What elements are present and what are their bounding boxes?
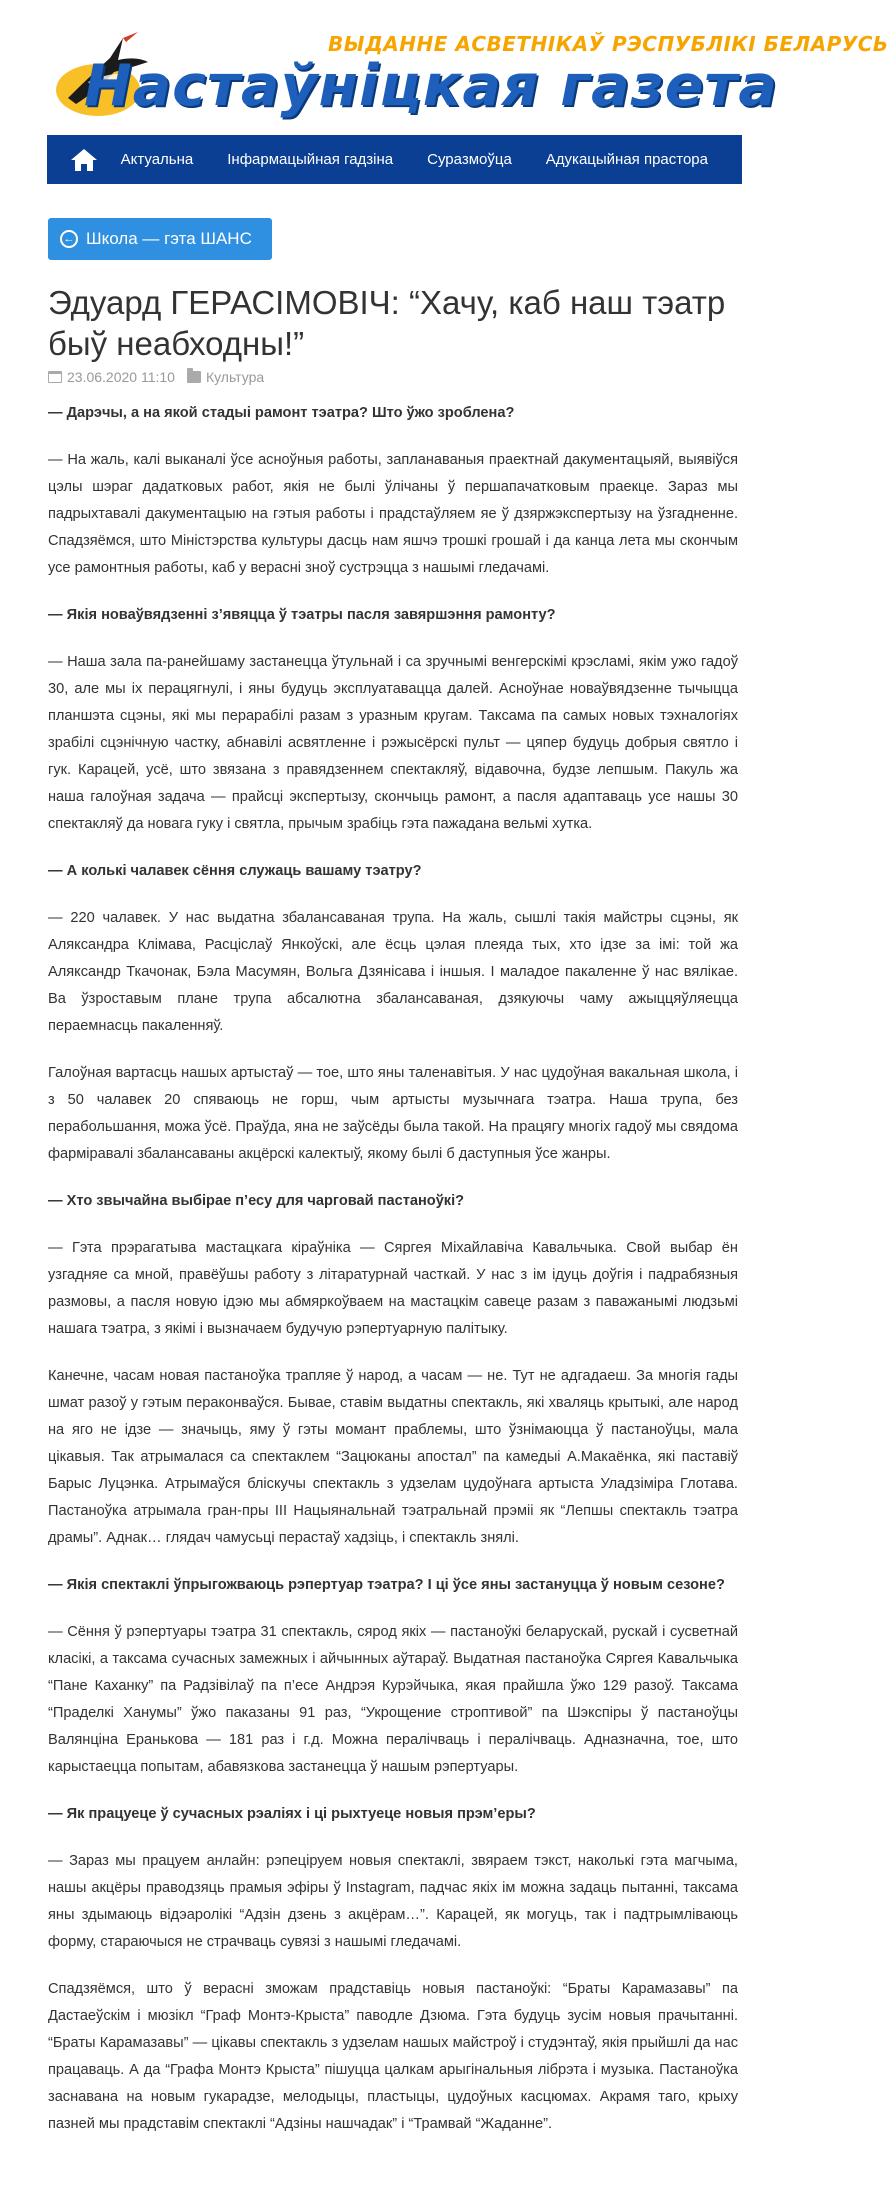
article-paragraph: Канечне, часам новая пастаноўка трапляе ў народ, а часам — не. Тут не адгадаеш. За многія гады шмат разоў у гэтым пераконваўся. Бывае, ставім выдатны спектакль, які хваляць крытыкі, але народ на яго не ідзе — значыць, яму ў гэты момант праблемы, што ўзнімаюцца ў пастаноўцы, мала цікавыя. Так атрымалася са спектаклем “Зацюканы апостал” па камедыі А.Макаёнка, які паставіў Барыс Луцэнка. Атрымаўся бліскучы спектакль з удзелам цудоўнага артыста Уладзіміра Глотава. Пастаноўка атрымала гран-пры ІІІ Нацыянальнай тэатральнай прэміі як “Лепшы спектакль тэатра драмы”. Аднак… глядач чамусьці перастаў хадзіць, і спектакль знялі. [48, 1368, 738, 1546]
logo-title: Настаўніцкая газета [84, 53, 778, 119]
article-paragraph: Галоўная вартасць нашых артыстаў — тое, што яны таленавітыя. У нас цудоўная вакальная школа, і з 50 чалавек 20 спяваюць не горш, чым артысты музычнага тэатра. Наша трупа, без перабольшання, можа ўсё. Праўда, яна не заўсёды была такой. На працягу многіх гадоў мы свядома фарміравалі збалансаваны акцёрскі калектыў, якому былі б даступныя ўсе жанры. [48, 1065, 738, 1162]
site-header [0, 0, 889, 135]
nav-item-surazmouca[interactable]: Суразмоўца [427, 151, 512, 168]
interview-question: — Дарэчы, а на якой стадыі рамонт тэатра? Што ўжо зроблена? [48, 405, 515, 421]
nav-item-informatsyinaya-gadzina[interactable]: Інфармацыйная гадзіна [227, 151, 394, 168]
home-icon [70, 148, 98, 172]
article-paragraph: Спадзяёмся, што ў верасні зможам прадставіць новыя пастаноўкі: “Браты Карамазавы” па Дастаеўскім і мюзікл “Граф Монтэ-Крыста” паводле Дзюма. Гэта будуць зусім новыя прачытанні. “Браты Карамазавы” — цікавы спектакль з удзелам нашых майстроў і студэнтаў, якія прыйшлі да нас працаваць. А да “Графа Монтэ Крыста” пішуцца цалкам арыгінальныя лібрэта і музыка. Пастаноўка заснавана на новым гукарадзе, мелодыцы, пластыцы, цудоўных касцюмах. Акрамя таго, крыху пазней мы прадставім спектаклі “Адзіны нашчадак” і “Трамвай “Жаданне”. [48, 1981, 738, 2132]
article-title: Эдуард ГЕРАСІМОВІЧ: “Хачу, каб наш тэатр быў неабходны!” [48, 284, 726, 362]
article-meta [48, 368, 264, 386]
article-paragraph: — На жаль, калі выканалі ўсе асноўныя работы, запланаваныя праектнай дакументацыяй, выявіўся цэлы шэраг дадатковых работ, якія не былі ўлічаны ў першапачатковым праекце. Зараз мы падрыхтавалі дакументацыю на гэтыя работы і прадстаўляем яе ў дзяржэкспертызу на ўзгадненне. Спадзяёмся, што Міністэрства культуры дасць нам яшчэ трошкі грошай і да канца лета мы скончым усе рамонтныя работы, каб у верасні зноў сустрэцца з нашымі гледачамі. [48, 452, 738, 576]
nav-item-adukatsyinaya-prastora[interactable]: Адукацыйная прастора [545, 151, 708, 168]
article-date: 23.06.2020 11:10 [67, 369, 175, 385]
article-category[interactable]: Культура [205, 369, 265, 385]
article-body [48, 400, 738, 2158]
article-paragraph: — Гэта прэрагатыва мастацкага кіраўніка — Сяргея Міхайлавіча Кавальчыка. Свой выбар ён узгадняе са мной, правёўшы работу з літаратурнай часткай. У нас з ім ідуць доўгія і падрабязныя размовы, а пасля новую ідэю мы абмяркоўваем на мастацкім савеце разам з паважанымі людзьмі нашага тэатра, з якімі і вызначаем будучую рэпертуарную палітыку. [48, 1240, 738, 1337]
interview-question: — Хто звычайна выбірае п’есу для чарговай пастаноўкі? [48, 1193, 465, 1209]
interview-question: — Як працуеце ў сучасных рэаліях і ці рыхтуеце новыя прэм’еры? [48, 1806, 536, 1822]
site-logo[interactable] [48, 28, 889, 120]
folder-icon [187, 371, 201, 383]
back-to-category-button[interactable] [48, 218, 272, 260]
nav-item-aktualna[interactable]: Актуальна [120, 151, 194, 168]
interview-question: — А колькі чалавек сёння служаць вашаму тэатру? [48, 863, 422, 879]
calendar-icon [48, 371, 62, 383]
article-paragraph: — Наша зала па-ранейшаму застанецца ўтульнай і са зручнымі венгерскімі крэсламі, якім ужо гадоў 30, але мы іх перацягнулі, і яны будуць эксплуатавацца далей. Асноўнае новаўвядзенне тычыцца планшэта сцэны, які мы перарабілі разам з уразным кругам. Таксама па самых новых тэхналогіях зрабілі сцэнічную частку, абнавілі асвятленне і рэжысёрскі пульт — цяпер будуць добрыя святло і гук. Карацей, усё, што звязана з правядзеннем спектакляў, відавочна, будзе лепшым. Пакуль жа наша галоўная задача — прайсці экспертызу, скончыць рамонт, а пасля адаптаваць усе нашы 30 спектакляў да новага гуку і святла, прычым зрабіць гэта пажадана вельмі хутка. [48, 654, 738, 832]
back-button-label: Школа — гэта ШАНС [86, 229, 252, 248]
interview-question: — Якія новаўвядзенні з’явяцца ў тэатры пасля завяршэння рамонту? [48, 607, 556, 623]
article-paragraph: — 220 чалавек. У нас выдатна збалансаваная трупа. На жаль, сышлі такія майстры сцэны, як Аляксандра Клімава, Расціслаў Янкоўскі, але ёсць цэлая плеяда тых, хто ідзе за імі: той жа Аляксандр Ткачонак, Бэла Масумян, Вольга Дзянісава і іншыя. І маладое пакаленне ў нас вялікае. Ва ўзроставым плане трупа абсалютна збалансаваная, дзякуючы чаму ажыццяўляецца пераемнасць пакаленняў. [48, 910, 738, 1034]
logo-subtitle: ВЫДАННЕ АСВЕТНІКАЎ РЭСПУБЛІКІ БЕЛАРУСЬ [328, 32, 889, 56]
article-paragraph: — Сёння ў рэпертуары тэатра 31 спектакль, сярод якіх — пастаноўкі беларускай, рускай і сусветнай класікі, а таксама сучасных замежных і айчынных аўтараў. Выдатная пастаноўка Сяргея Кавальчыка “Пане Каханку” па Радзівілаў па п’есе Андрэя Курэйчыка, якая прайшла ўжо 129 разоў. Таксама “Праделкі Ханумы” ўжо паказаны 91 раз, “Укрощение строптивой” па Шэкспіры ў пастаноўцы Валянціна Еранькова — 181 раз і г.д. Можна пералічваць і пералічваць. Адназначна, тое, што карыстаецца попытам, абавязкова застанецца ў нашым рэпертуары. [48, 1624, 738, 1775]
main-nav [47, 135, 742, 184]
arrow-left-circle-icon: ← [60, 230, 78, 248]
interview-question: — Якія спектаклі ўпрыгожваюць рэпертуар тэатра? І ці ўсе яны застануцца ў новым сезоне? [48, 1577, 725, 1593]
article-paragraph: — Зараз мы працуем анлайн: рэпеціруем новыя спектаклі, звяраем тэкст, наколькі гэта магчыма, нашы акцёры праводзяць прамыя эфіры ў Instagram, падчас якіх ім можна задаць пытанні, таксама яны здымаюць відэаролікі “Адзін дзень з акцёрам…”. Карацей, як могуць, так і падтрымліваюць форму, стараючыся не страчваць сувязі з нашымі гледачамі. [48, 1853, 738, 1950]
nav-home[interactable] [47, 135, 121, 184]
